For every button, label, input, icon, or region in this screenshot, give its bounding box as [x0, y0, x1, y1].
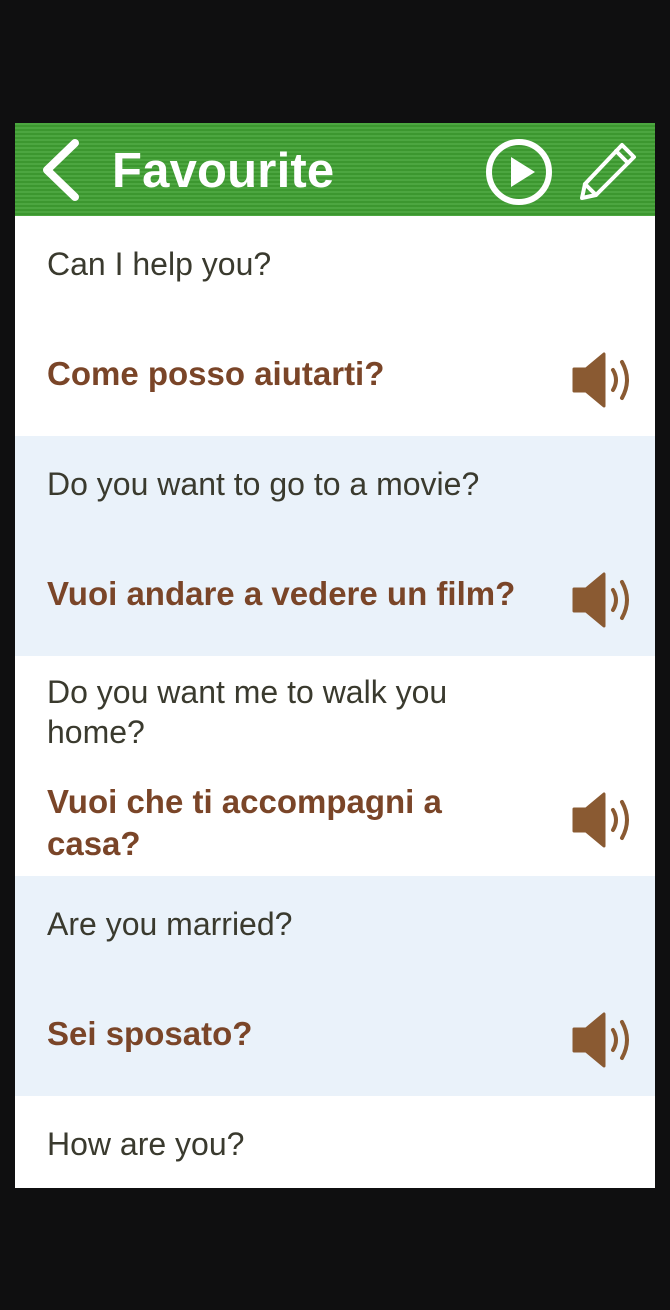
- speaker-icon: [570, 350, 636, 410]
- pencil-icon: [578, 141, 638, 201]
- phrase-list: [15, 216, 655, 1188]
- foreign-text: Vuoi che ti accompagni a casa?: [47, 783, 442, 862]
- english-text: Do you want to go to a movie?: [47, 466, 480, 502]
- back-button[interactable]: [39, 139, 87, 201]
- play-audio-button[interactable]: [570, 570, 636, 630]
- english-text: Can I help you?: [47, 246, 272, 282]
- speaker-icon: [570, 790, 636, 850]
- phrase-item[interactable]: [15, 216, 655, 436]
- foreign-text: Sei sposato?: [47, 1015, 253, 1052]
- play-all-button[interactable]: [484, 137, 554, 207]
- edit-button[interactable]: [578, 141, 638, 201]
- page-title: Favourite: [112, 144, 335, 198]
- phrase-item[interactable]: [15, 656, 655, 876]
- play-audio-button[interactable]: [570, 1010, 636, 1070]
- english-text: How are you?: [47, 1126, 245, 1162]
- phrase-item[interactable]: [15, 436, 655, 656]
- play-audio-button[interactable]: [570, 790, 636, 850]
- english-text: Are you married?: [47, 906, 293, 942]
- header-bar: [15, 123, 655, 216]
- foreign-text: Vuoi andare a vedere un film?: [47, 575, 516, 612]
- phrase-item[interactable]: [15, 876, 655, 1096]
- foreign-text: Come posso aiutarti?: [47, 355, 385, 392]
- speaker-icon: [570, 1010, 636, 1070]
- speaker-icon: [570, 570, 636, 630]
- play-audio-button[interactable]: [570, 350, 636, 410]
- phrase-item[interactable]: [15, 1096, 655, 1188]
- chevron-left-icon: [39, 139, 87, 201]
- play-circle-icon: [484, 137, 554, 207]
- app-screen: [15, 123, 655, 1188]
- english-text: Do you want me to walk you home?: [47, 674, 448, 750]
